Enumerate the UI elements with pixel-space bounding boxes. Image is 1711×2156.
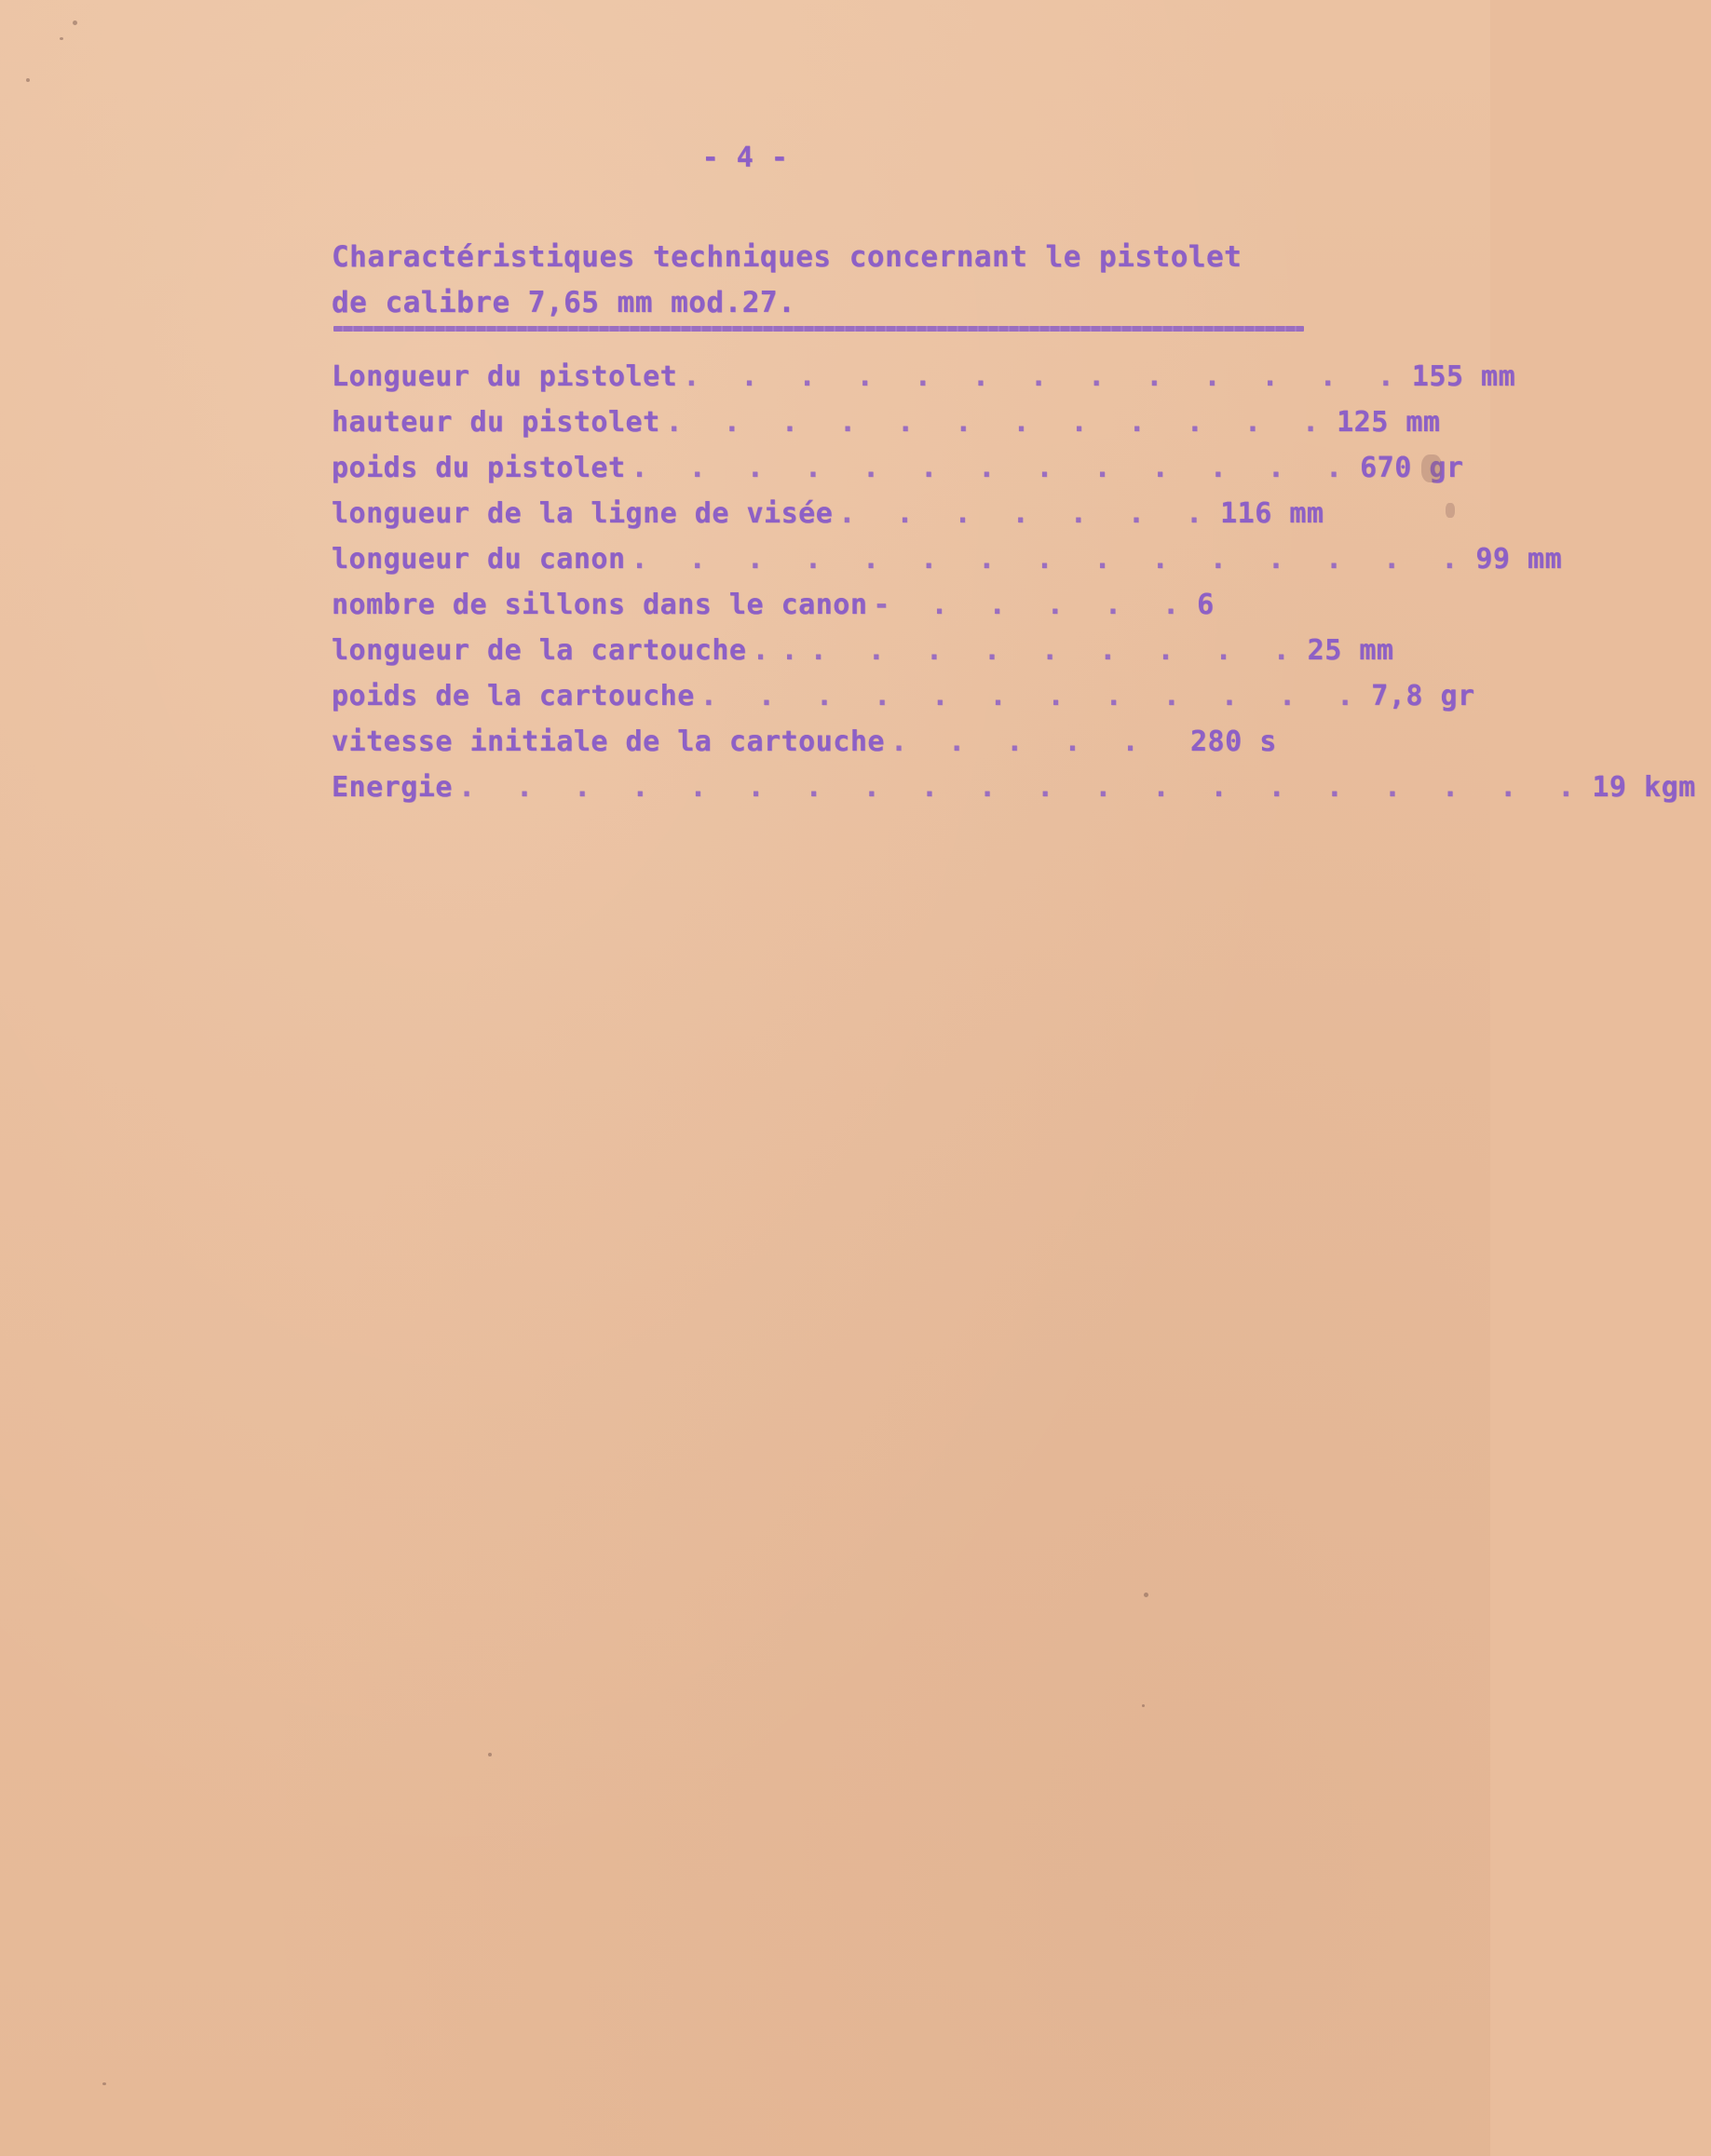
spec-row-barrel-length bbox=[332, 536, 1563, 582]
spec-row-pistol-length bbox=[332, 354, 1516, 400]
spec-label: poids du pistolet bbox=[332, 452, 626, 484]
paper-speck bbox=[102, 2082, 106, 2085]
spec-value: 6 bbox=[1197, 589, 1215, 621]
paper-speck bbox=[1144, 1593, 1148, 1597]
spec-value: 99 mm bbox=[1475, 543, 1563, 576]
spec-row-muzzle-velocity bbox=[332, 719, 1310, 765]
page-number: - 4 - bbox=[701, 142, 789, 174]
spec-label: hauteur du pistolet bbox=[332, 406, 660, 439]
spec-label: longueur de la cartouche bbox=[332, 634, 747, 667]
spec-row-cartridge-length bbox=[332, 628, 1394, 673]
spec-value: 19 kgm bbox=[1592, 771, 1696, 804]
paper-speck bbox=[488, 1753, 492, 1756]
heading-underline bbox=[333, 326, 1304, 332]
spec-value: 125 mm bbox=[1337, 406, 1441, 439]
paper-speck bbox=[1142, 1704, 1145, 1707]
spec-label: Energie bbox=[332, 771, 453, 804]
spec-value: 280 s bbox=[1190, 725, 1277, 758]
spec-row-sight-line-length bbox=[332, 491, 1324, 536]
dot-leader: ... . . . . . . . . bbox=[752, 634, 1302, 667]
spec-row-energy bbox=[332, 765, 1696, 810]
spec-label: nombre de sillons dans le canon bbox=[332, 589, 868, 621]
spec-label: vitesse initiale de la cartouche bbox=[332, 725, 885, 758]
dot-leader: . . . . . . . . . . . . . . . . . . . . bbox=[457, 771, 1587, 804]
paper-speck bbox=[73, 20, 77, 25]
spec-label: Longueur du pistolet bbox=[332, 360, 678, 393]
spec-row-barrel-grooves bbox=[332, 582, 1310, 628]
paper-blemish bbox=[1421, 454, 1442, 482]
dot-leader: . . . . . . . . . . . . bbox=[699, 680, 1366, 712]
dot-leader: . . . . . . . bbox=[838, 497, 1215, 530]
spec-label: poids de la cartouche bbox=[332, 680, 695, 712]
spec-row-pistol-weight bbox=[332, 445, 1464, 491]
paper-speck bbox=[26, 78, 30, 82]
spec-value: 25 mm bbox=[1307, 634, 1394, 667]
spec-value: 155 mm bbox=[1411, 360, 1516, 393]
specs-list bbox=[332, 354, 1696, 810]
dot-leader: . . . . . . . . . . . . . bbox=[683, 360, 1406, 393]
spec-value: 670 gr bbox=[1360, 452, 1464, 484]
dot-leader: . . . . . . . . . . . . . bbox=[631, 452, 1355, 484]
heading bbox=[332, 235, 1305, 326]
spec-row-cartridge-weight bbox=[332, 673, 1475, 719]
dot-leader: . . . . . bbox=[889, 725, 1151, 758]
heading-line-2: de calibre 7,65 mm mod.27. bbox=[332, 286, 796, 319]
spec-row-pistol-height bbox=[332, 400, 1441, 445]
heading-line-1: Charactéristiques techniques concernant le pistolet bbox=[332, 240, 1243, 274]
dot-leader: . . . . . . . . . . . . bbox=[665, 406, 1332, 439]
spec-label: longueur du canon bbox=[332, 543, 626, 576]
paper-speck bbox=[60, 37, 63, 40]
spec-value: 116 mm bbox=[1220, 497, 1324, 530]
dot-leader: - . . . . . bbox=[873, 589, 1192, 621]
spec-value: 7,8 gr bbox=[1371, 680, 1475, 712]
paper-blemish bbox=[1446, 503, 1455, 518]
spec-label: longueur de la ligne de visée bbox=[332, 497, 834, 530]
dot-leader: . . . . . . . . . . . . . . . bbox=[631, 543, 1471, 576]
